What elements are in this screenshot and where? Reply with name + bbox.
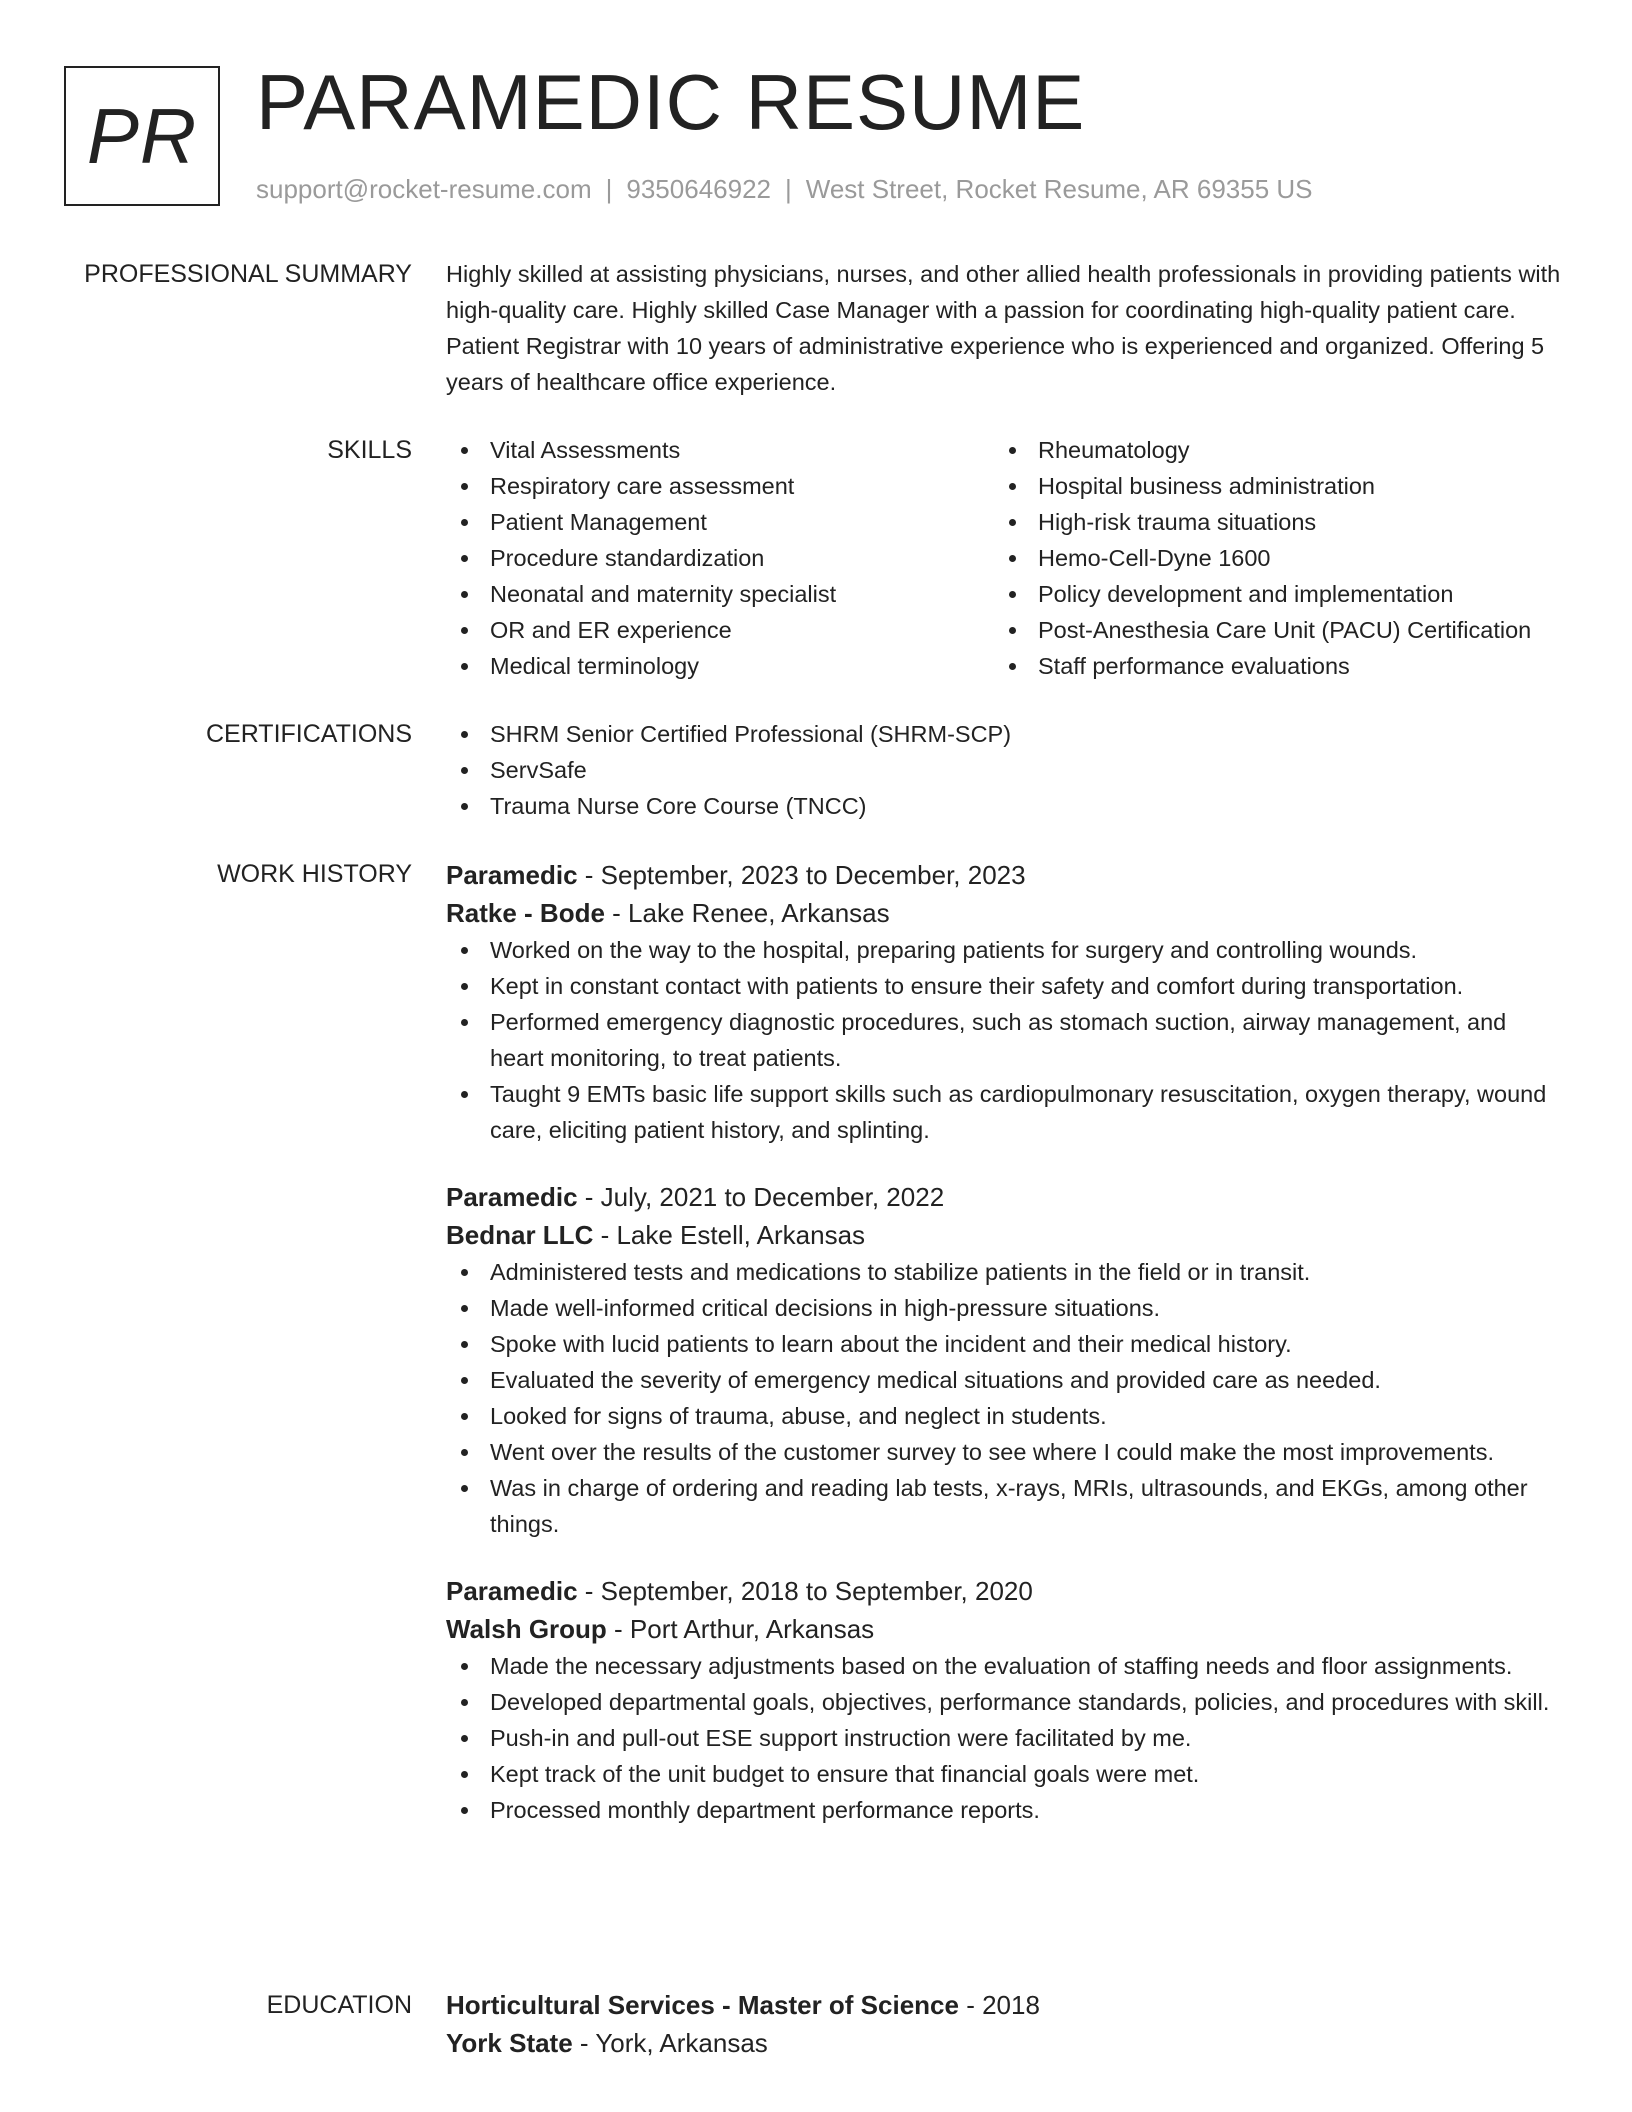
skill-item: Respiratory care assessment xyxy=(446,468,994,504)
job-entry xyxy=(446,1178,1566,1542)
job-dates: September, 2018 to September, 2020 xyxy=(600,1576,1033,1606)
job-dash: - xyxy=(606,1614,630,1644)
section-label-skills: SKILLS xyxy=(327,436,412,464)
job-bullet: Performed emergency diagnostic procedures, such as stomach suction, airway management, and heart monitoring, to treat patients. xyxy=(446,1004,1566,1076)
education-dash: - xyxy=(958,1990,983,2020)
contact-separator: | xyxy=(605,174,613,204)
contact-separator: | xyxy=(785,174,792,204)
job-bullet: Worked on the way to the hospital, preparing patients for surgery and controlling wounds. xyxy=(446,932,1566,968)
section-label-summary: PROFESSIONAL SUMMARY xyxy=(84,260,412,288)
job-bullet: Taught 9 EMTs basic life support skills such as cardiopulmonary resuscitation, oxygen therapy, wound care, eliciting patient history, and splinting. xyxy=(446,1076,1566,1148)
section-label-work-history: WORK HISTORY xyxy=(217,860,412,888)
job-dates: September, 2023 to December, 2023 xyxy=(600,860,1026,890)
job-company-line xyxy=(446,1610,1566,1648)
job-bullet: Spoke with lucid patients to learn about the incident and their medical history. xyxy=(446,1326,1566,1362)
job-title: Paramedic xyxy=(446,1576,578,1606)
skill-item: Patient Management xyxy=(446,504,994,540)
job-bullet: Administered tests and medications to stabilize patients in the field or in transit. xyxy=(446,1254,1566,1290)
skill-item: Policy development and implementation xyxy=(994,576,1542,612)
job-bullet: Was in charge of ordering and reading lab tests, x-rays, MRIs, ultrasounds, and EKGs, among other things. xyxy=(446,1470,1566,1542)
job-title-line xyxy=(446,1178,1566,1216)
education-degree-line xyxy=(446,1986,1566,2024)
certification-item: Trauma Nurse Core Course (TNCC) xyxy=(446,788,1566,824)
job-location: Port Arthur, Arkansas xyxy=(629,1614,875,1644)
skill-item: Staff performance evaluations xyxy=(994,648,1542,684)
contact-address: West Street, Rocket Resume, AR 69355 US xyxy=(805,174,1313,204)
skill-item: Post-Anesthesia Care Unit (PACU) Certification xyxy=(994,612,1542,648)
certification-item: SHRM Senior Certified Professional (SHRM-SCP) xyxy=(446,716,1566,752)
job-company: Bednar LLC xyxy=(446,1220,594,1250)
education-year: 2018 xyxy=(982,1990,1040,2020)
job-bullet: Went over the results of the customer survey to see where I could make the most improvements. xyxy=(446,1434,1566,1470)
skills-list-left xyxy=(446,432,994,684)
job-bullet: Developed departmental goals, objectives, performance standards, policies, and procedures with skill. xyxy=(446,1684,1566,1720)
job-dash: - xyxy=(604,898,629,928)
section-label-certifications: CERTIFICATIONS xyxy=(205,720,412,748)
skill-item: Hospital business administration xyxy=(994,468,1542,504)
job-bullet: Made well-informed critical decisions in high-pressure situations. xyxy=(446,1290,1566,1326)
job-entry xyxy=(446,1572,1566,1828)
job-dash: - xyxy=(593,1220,617,1250)
certification-item: ServSafe xyxy=(446,752,1566,788)
job-bullet: Kept in constant contact with patients to ensure their safety and comfort during transportation. xyxy=(446,968,1566,1004)
job-bullet: Looked for signs of trauma, abuse, and neglect in students. xyxy=(446,1398,1566,1434)
section-label-education: EDUCATION xyxy=(266,1991,412,2019)
job-company-line xyxy=(446,1216,1566,1254)
job-title: Paramedic xyxy=(446,860,578,890)
job-dash: - xyxy=(577,860,601,890)
job-company: Walsh Group xyxy=(446,1614,607,1644)
skill-item: Procedure standardization xyxy=(446,540,994,576)
job-location: Lake Estell, Arkansas xyxy=(616,1220,866,1250)
skills-body xyxy=(446,432,1566,684)
job-location: Lake Renee, Arkansas xyxy=(628,898,890,928)
skill-item: Vital Assessments xyxy=(446,432,994,468)
skill-item: Rheumatology xyxy=(994,432,1542,468)
skill-item: Neonatal and maternity specialist xyxy=(446,576,994,612)
job-bullet-list xyxy=(446,932,1566,1148)
job-bullet: Processed monthly department performance reports. xyxy=(446,1792,1566,1828)
contact-email: support@rocket-resume.com xyxy=(256,174,592,204)
work-history-body xyxy=(446,856,1566,1828)
skills-list-right xyxy=(994,432,1542,684)
job-title-line xyxy=(446,856,1566,894)
certifications-body xyxy=(446,716,1566,824)
summary-body xyxy=(446,256,1566,400)
resume-title: PARAMEDIC RESUME xyxy=(256,58,1086,146)
skill-item: High-risk trauma situations xyxy=(994,504,1542,540)
job-bullet: Kept track of the unit budget to ensure that financial goals were met. xyxy=(446,1756,1566,1792)
job-bullet-list xyxy=(446,1648,1566,1828)
summary-text: Highly skilled at assisting physicians, nurses, and other allied health professionals in providing patients with high-quality care. Highly skilled Case Manager with a passion for coordinating high-quality patient care. Patient Registrar with 10 years of administrative experience who is experienced and organized. Offering 5 years of healthcare office experience. xyxy=(446,261,1561,395)
job-company-line xyxy=(446,894,1566,932)
education-degree: Horticultural Services - Master of Science xyxy=(446,1990,959,2020)
contact-phone: 9350646922 xyxy=(626,174,771,204)
skill-item: OR and ER experience xyxy=(446,612,994,648)
job-title-line xyxy=(446,1572,1566,1610)
skill-item: Medical terminology xyxy=(446,648,994,684)
education-school-line xyxy=(446,2024,1566,2062)
job-bullet: Evaluated the severity of emergency medical situations and provided care as needed. xyxy=(446,1362,1566,1398)
job-dash: - xyxy=(577,1182,601,1212)
education-body xyxy=(446,1986,1566,2062)
job-bullet-list xyxy=(446,1254,1566,1542)
monogram-badge: PR xyxy=(64,66,220,206)
certifications-list xyxy=(446,716,1566,824)
job-dates: July, 2021 to December, 2022 xyxy=(600,1182,945,1212)
job-dash: - xyxy=(577,1576,601,1606)
contact-line xyxy=(256,172,1313,206)
education-dash: - xyxy=(572,2028,596,2058)
job-company: Ratke - Bode xyxy=(446,898,605,928)
education-school: York State xyxy=(446,2028,573,2058)
job-bullet: Push-in and pull-out ESE support instruction were facilitated by me. xyxy=(446,1720,1566,1756)
job-bullet: Made the necessary adjustments based on the evaluation of staffing needs and floor assignments. xyxy=(446,1648,1566,1684)
job-entry xyxy=(446,856,1566,1148)
job-title: Paramedic xyxy=(446,1182,578,1212)
education-location: York, Arkansas xyxy=(595,2028,768,2058)
skill-item: Hemo-Cell-Dyne 1600 xyxy=(994,540,1542,576)
